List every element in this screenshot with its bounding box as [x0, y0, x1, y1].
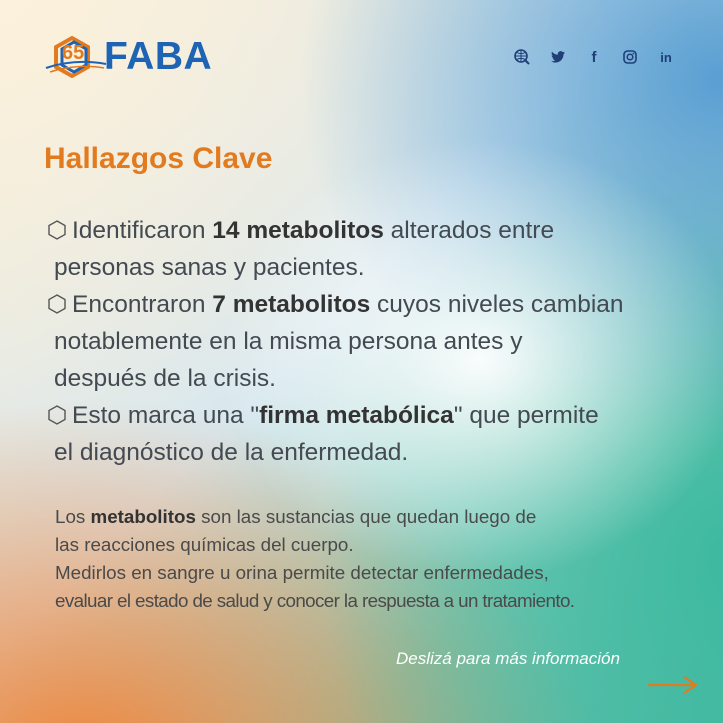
bullet-highlight: 7 metabolitos	[212, 291, 371, 318]
bullet-text: después de la crisis.	[54, 365, 276, 392]
key-findings-list	[46, 212, 686, 471]
bullet-text: cuyos niveles cambian	[370, 291, 624, 318]
bullet-text: Encontraron	[72, 291, 213, 318]
list-item	[46, 397, 686, 471]
bullet-text: Esto marca una "	[72, 402, 260, 429]
note-text: Los	[55, 506, 91, 527]
arrow-right-icon[interactable]	[646, 674, 700, 696]
logo-number: 65	[62, 42, 85, 64]
list-item	[46, 286, 686, 397]
bullet-highlight: 14 metabolitos	[212, 217, 384, 244]
twitter-icon[interactable]	[549, 48, 567, 66]
instagram-icon[interactable]	[621, 48, 639, 66]
metabolites-definition	[55, 503, 695, 615]
hexagon-bullet-icon	[46, 219, 68, 241]
bullet-text: " que permite	[453, 402, 599, 429]
bullet-text: alterados entre	[383, 217, 555, 244]
bullet-highlight: firma metabólica	[259, 402, 454, 429]
note-text: son las sustancias que quedan luego de	[195, 506, 537, 527]
note-highlight: metabolitos	[90, 506, 196, 527]
hexagon-bullet-icon	[46, 404, 68, 426]
logo-text: FABA	[104, 35, 213, 78]
bullet-text: el diagnóstico de la enfermedad.	[54, 439, 409, 466]
bullet-text: notablemente en la misma persona antes y	[54, 328, 523, 355]
linkedin-icon[interactable]: in	[660, 49, 672, 65]
note-text: evaluar el estado de salud y conocer la respuesta a un tratamiento.	[55, 590, 575, 611]
facebook-icon[interactable]: f	[591, 48, 597, 66]
list-item	[46, 212, 686, 286]
globe-search-icon[interactable]	[513, 48, 531, 66]
bullet-text: personas sanas y pacientes.	[54, 254, 365, 281]
hexagon-bullet-icon	[46, 293, 68, 315]
page-title: Hallazgos Clave	[44, 142, 273, 175]
swipe-hint[interactable]: Deslizá para más información	[396, 649, 620, 668]
bullet-text: Identificaron	[72, 217, 213, 244]
social-links	[513, 48, 675, 66]
note-text: Medirlos en sangre u orina permite detectar enfermedades,	[55, 562, 549, 583]
note-text: las reacciones químicas del cuerpo.	[55, 534, 354, 555]
